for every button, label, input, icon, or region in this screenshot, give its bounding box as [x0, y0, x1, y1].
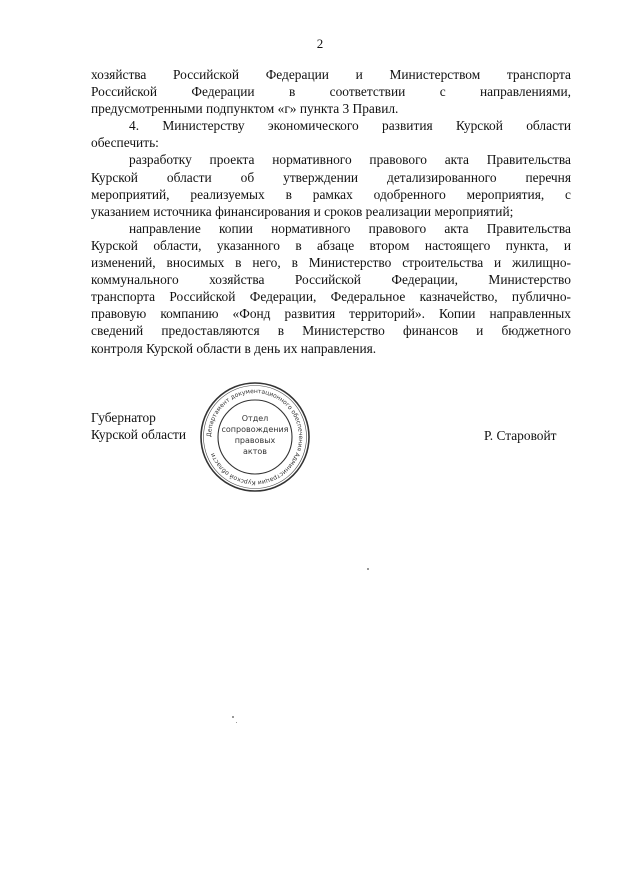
text-line: хозяйства Российской Федерации и Министерством транспорта [91, 67, 571, 82]
text-line: мероприятий, реализуемых в рамках одобренного мероприятия, с [91, 186, 571, 202]
text-line: предусмотренными подпунктом «г» пункта 3 Правил. [91, 101, 399, 117]
text-line: коммунального хозяйства Российской Федерации, Министерство [91, 272, 571, 288]
document-body [91, 66, 571, 357]
text-line: контроля Курской области в день их направления. [91, 340, 377, 356]
stamp-center-line: правовых [234, 436, 276, 445]
text-line: сведений предоставляются в Министерство финансов и бюджетного [91, 323, 571, 339]
page-number: 2 [316, 36, 324, 51]
text-line: Российской Федерации в соответствии с направлениями, [91, 84, 571, 100]
text-line: указанием источника финансирования и сроков реализации мероприятий; [91, 203, 514, 219]
text-line: транспорта Российской Федерации, Федеральное казначейство, публично- [91, 289, 571, 305]
text-line: обеспечить: [91, 135, 159, 151]
text-line: Курской области об утверждении детализированного перечня [91, 169, 571, 185]
signatory-name: Р. Старовойт [484, 428, 557, 443]
text-line: направление копии нормативного правового акта Правительства [129, 220, 571, 236]
scan-speck [232, 716, 234, 718]
scan-speck [236, 722, 237, 723]
official-stamp [199, 381, 311, 493]
text-line: 4. Министерству экономического развития Курской области [129, 118, 571, 134]
stamp-center-line: Отдел [241, 414, 269, 423]
signatory-title-line: Губернатор [91, 410, 156, 425]
scan-speck [367, 568, 369, 570]
text-line: Курской области, указанного в абзаце втором настоящего пункта, и [91, 237, 571, 253]
text-line: правовую компанию «Фонд развития территорий». Копии направленных [91, 306, 571, 322]
signatory-title-line: Курской области [91, 427, 187, 442]
stamp-ring-text: Департамент документационного обеспечения Администрации Курской области [205, 387, 305, 487]
text-line: разработку проекта нормативного правового акта Правительства [129, 152, 571, 168]
text-line: изменений, вносимых в него, в Министерство строительства и жилищно- [91, 255, 571, 271]
signatory-title [91, 409, 186, 443]
stamp-center-line: сопровождения [221, 425, 289, 434]
stamp-center-line: актов [242, 447, 268, 456]
